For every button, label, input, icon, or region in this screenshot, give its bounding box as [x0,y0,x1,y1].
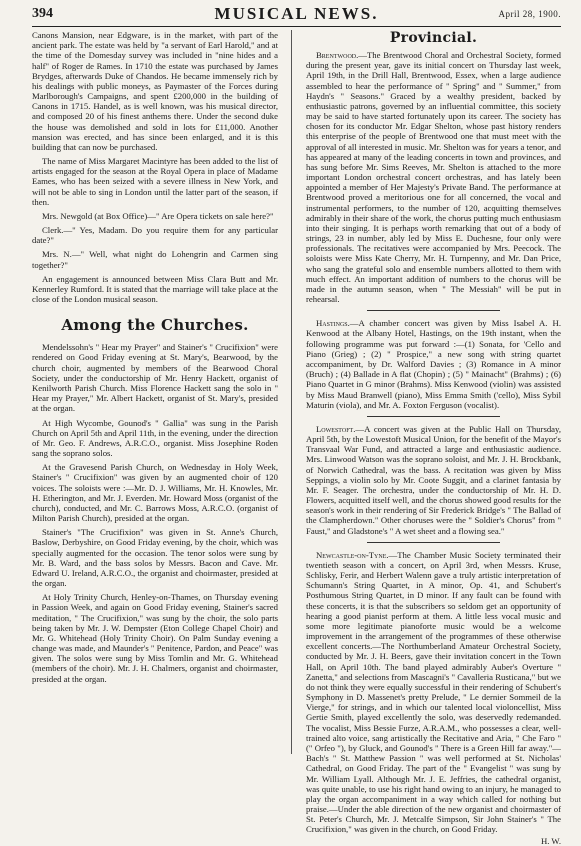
report-text: —The Brentwood Choral and Orchestral Society, formed during the present year, gave its initial concert on Thursday last week, April 19th, in the Drill Hall, Brentwood, Essex, when a large audience assembled to hear the performance of " Spring" and " Summer," from Haydn's " Seasons." Graced by a wealthy president, backed by enthusiastic patrons, governed by an influential committee, this society may be said to have started fortunately upon its career. The society has chosen for its conductor Mr. Edgar Shelton, whose past history renders this enterprise of the people of Brentwood one that must meet with the approval of all interested in music. Mr. Shelton was for years a tenor, and has appeared at many of the leading concerts in town and provinces, and has sung before Mr. Sims Reeves, Mr. Shelton is attached to the more important London orchestral concert orchestras, and has lately been appointed a member of Her Majesty's Private Band. The performance at Brentwood proved a meritorious one for all concerned, the vocal and instrumental performers, to the number of 120, acquitting themselves admirably in their share of the work, the chorus putting much enthusiasm into their singing. It is perhaps worth remarking that out of a body of strings, 23 in number, ably led by Miss E. Duchesne, four only were professionals. The recitatives were accompanied by Mrs. Peecock. The soloists were Miss Kate Cherry, Mr. H. Turnpenny, and Mr. Dan Price, who sang the grateful solo and ensemble numbers allotted to them with much effect. An important addition of numbers to the chorus will be made in the autumn season, when " The Messiah" will be put in rehearsal. [306,50,561,305]
report-brentwood [306,50,561,304]
place-name: Lowestoft. [316,423,356,434]
page-header [32,4,561,27]
column-divider [291,30,292,754]
church-report: Mendelssohn's " Hear my Prayer" and Stainer's " Crucifixion" were rendered on Good Friday evening at St. Mary's, Bearwood, by the church choir, augmented by members of the Bearwood Choral Society, under the conductorship of Mr. Henry Hackett, organist of Kenilworth Parish Church. Miss Florence Hackett sang the solo in " Hear my Prayer," Mr. Albert Hackett, organist of St. Mary's, presided at the organ. [32,342,278,414]
dialogue-line: Mrs. N.—" Well, what night do Lohengrin and Carmen sing together?" [32,249,278,270]
left-column [32,30,278,688]
report-hastings [306,318,561,410]
article-paragraph: Canons Mansion, near Edgware, is in the market, with part of the ancient park. The estate was held by "a servant of Earl Harold," and at the time of the Domesday survey was included in "nine hides and a half" of Roger de Rames. In 1710 the estate was purchased by James Brydges, afterwards Duke of Chandos. He became immensely rich by his dealings with public moneys, as Paymaster of the Forces during Marlborough's Campaigns, and spent £200,000 in the building of Canons in 1715. Handel, as is well known, was his musical director, and composed 20 of his finest anthems there. Under the second duke the house was demolished and sold in lots for £11,000. Another mansion was erected, and has since been enlarged, and it is this building that can now be purchased. [32,30,278,152]
masthead-title: MUSICAL NEWS. [214,4,379,23]
church-report: At the Gravesend Parish Church, on Wednesday in Holy Week, Stainer's " Crucifixion" was given by an augmented choir of 120 voices. The soloists were :—Mr. D. J. Williams, Mr. H. Knowles, Mr. H. Etherington, and Mr. J. Everden. Mr. Howard Moss (organist of the church), conducted, and Mr. C. Barrows Moss, A.R.C.O. (organist of Milton Parish Church), presided at the organ. [32,462,278,524]
page-number: 394 [32,6,53,21]
section-divider [367,542,500,543]
place-name: Newcastle-on-Tyne. [316,549,389,560]
dialogue-line: Mrs. Newgold (at Box Office)—" Are Opera tickets on sale here?" [42,210,274,221]
section-divider [367,310,500,311]
report-lowestoft [306,424,561,536]
correspondent-initials: H. W. [540,835,561,846]
church-report: At Holy Trinity Church, Henley-on-Thames, on Thursday evening in Passion Week, and again on Good Friday evening, Stainer's sacred meditation, " The Crucifixion," was sung by the choir, the solo parts being taken by Mr. J. W. Dempster (Eton College Chapel Choir) and Mr. G. Whitehead (Holy Trinity Choir). On Palm Sunday evening a change was made, and Maunder's " Penitence, Pardon, and Peace" was given. The solos were sung by Miss Tomlin and Mr. G. Whitehead (members of the choir). Mr. J. H. Chalmers, organist and choirmaster, presided at the organ. [32,592,278,684]
issue-date: April 28, 1900. [498,9,561,19]
dialogue-line: Clerk.—" Yes, Madam. Do you require them for any particular date?" [32,225,278,246]
section-divider [367,416,500,417]
church-report: Stainer's "The Crucifixion" was given in St. Anne's Church, Baslow, Derbyshire, on Good Friday evening, by the choir, which was specially augmented for the occasion. The tenor solos were sung by Mr. B. Ward, and the bass solos by Messrs. Bacon and Cave. Mr. Edward U. Ireland, A.R.C.O., the organist and choirmaster, presided at the organ. [32,527,278,589]
report-text: —A chamber concert was given by Miss Isabel A. H. Kenwood at the Albany Hotel, Hastings, on the 19th instant, when the following programme was put forward :—(1) Sonata, for 'Cello and Piano (Grieg) ; (2) " Prospice," a new song with string quartet accompaniment, by Dr. Walford Davies ; (3) Romance in A minor (Bruch) ; (4) Ballade in A flat (Chopin) ; (5) " Mainacht" (Brahms) ; (6) Piano Quartet in G minor (Brahms). Miss Kenwood (violin) was assisted by Miss Maud Branwell (piano), Miss Emma Smith ('cello), Miss Sybil Maturin (viola), and Mr. A. Foxton Ferguson (vocalist). [306,318,561,410]
church-report: At High Wycombe, Gounod's " Gallia" was sung in the Parish Church on April 5th and April 11th, in the evening, under the direction of Mr. Geo. F. Andrews, A.R.C.O., organist. Miss Josephine Roden sang the soprano solos. [32,417,278,459]
article-paragraph: An engagement is announced between Miss Clara Butt and Mr. Kennerley Rumford. It is stated that the marriage will take place at the close of the London musical season. [32,273,278,305]
place-name: Hastings. [316,318,350,329]
right-column [306,30,561,846]
report-newcastle [306,550,561,835]
article-paragraph: The name of Miss Margaret Macintyre has been added to the list of artists engaged for the season at the Royal Opera in place of Madame Eames, who has been seized with a severe illness in New York, and will not be able to sing in London until the latter part of the season, if then. [32,156,278,207]
section-heading-provincial: Provincial. [389,30,478,46]
report-text: —The Chamber Music Society terminated their twentieth season with a concert, on April 3rd, when Messrs. Kruse, Schlisky, Ferir, and Herbert Walenn gave a truly artistic interpretation of Schumann's String Quartet, in A minor, Op. 41, and Schubert's Posthumous String Quartet, in D minor. If any fault can be found with these concerts, it is that the subscribers so seldom get an opportunity of hearing a good pianist perform at them. A little less vocal music and some more legitimate pianoforte music would be a welcome improvement in the arrangement of the programmes of these otherwise excellent concerts.—The Northumberland Amateur Orchestral Society, conducted by Mr. J. H. Beers, gave their invitation concert in the Town Hall, on April 10th. The band played admirably Auber's Overture " Zanetta," and selections from Mascagni's " Cavalleria Rusticana," but we do not think they were equally successful in their rendering of Schubert's Symphony in D. Massenet's pretty Prelude, " Le dernier Sommeil de la Vierge," for strings, and in which our talented local violoncellist, Miss Gertie Smith, played excellently the solo, was deservedly redemanded. The vocalist, Miss Bessie Furze, A.R.A.M., who possesses a clear, well-trained alto voice, sang artistically the Recitative and Aria, " Che Faro " (" Orfeo "), by Gluck, and Gounod's " There is a Green Hill far away."—Bach's " St. Matthew Passion " was well performed at St. Nicholas' Cathedral, on Good Friday. The part of the " Evangelist " was sung by Mr. William Lyall. Although Mr. J. E. Jeffries, the cathedral organist, was quite unable, to use his right hand owing to an injury, he managed to play the organ accompaniment in a way which called for nothing but praise.—Under the able direction of the new organist and choirmaster of St. Peter's Church, Mr. J. Metcalfe Simpson, Sir John Stainer's " The Crucifixion," was given in the church, on Good Friday. [306,549,561,835]
section-heading-churches: Among the Churches. [61,316,249,335]
report-text: —A concert was given at the Public Hall on Thursday, April 5th, by the Lowestoft Musical Union, for the benefit of the Mayor's Transvaal War Fund, and attracted a large and enthusiastic audience. Mrs. Linwood Watson was the soprano soloist, and Mr. J. H. Brockbank, of Norwich Cathedral, was the bass. A recitation was given by Miss Seppings, a violin solo by Mr. Coote Suggit, and a clarinet fantasia by Mr. F. Seager. The orchestra, under the conductorship of Mr. H. D. Flowers, acquitted itself well, and the chorus showed good results for the season's work in their rendering of Sir Frederick Bridge's " The Ballad of the Clampherdown." Other choruses were the " Soldier's Chorus" from " Faust," and Gladstone's " A wet sheet and a flowing sea." [306,423,561,536]
place-name: Brentwood. [316,50,359,60]
